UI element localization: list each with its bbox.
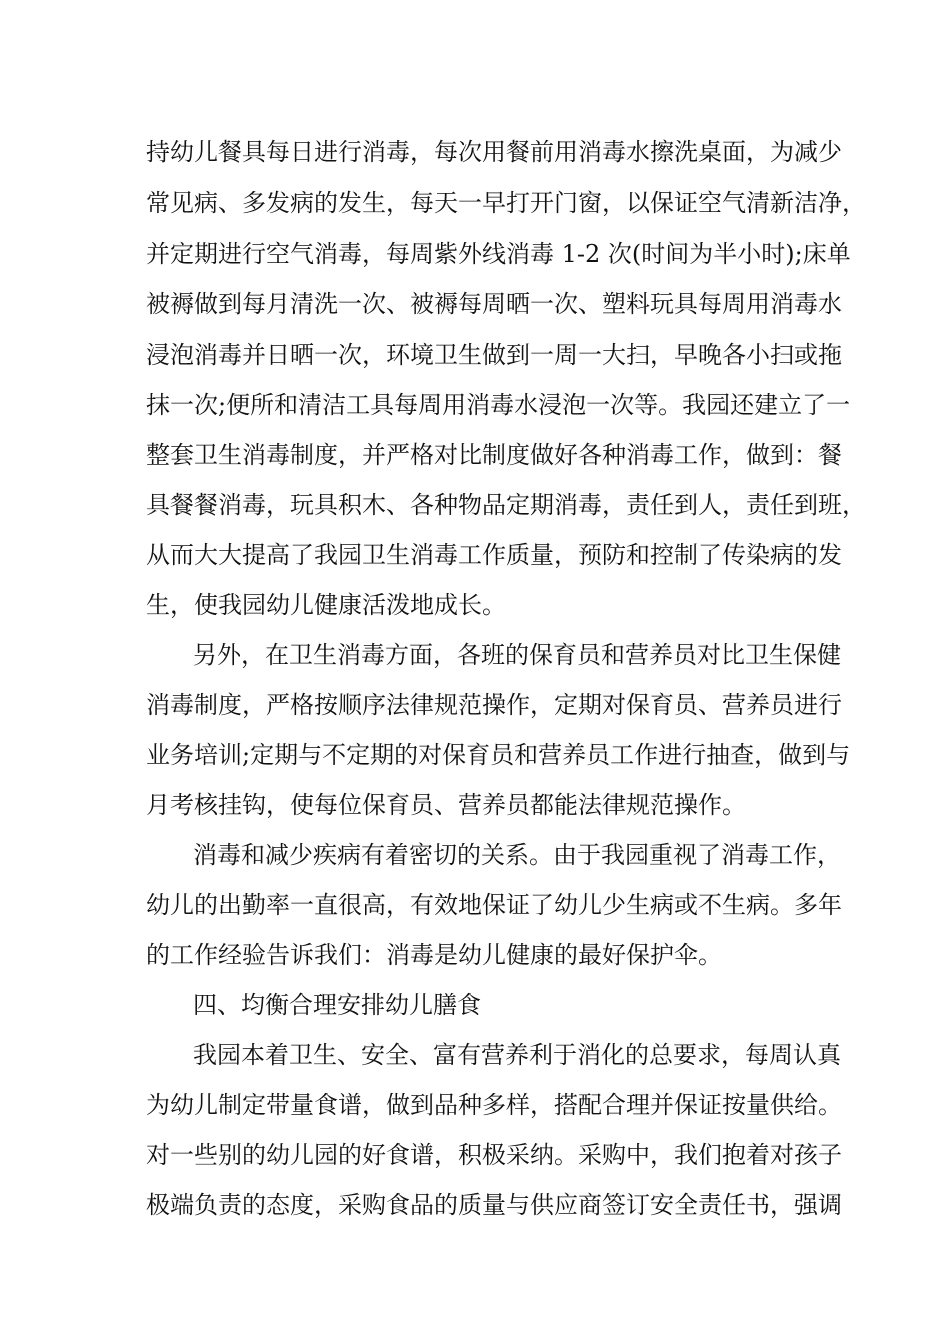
line-text: 浸泡消毒并日晒一次，环境卫生做到一周一大扫，早晚各小扫或拖 bbox=[146, 341, 842, 369]
line-text: 从而大大提高了我园卫生消毒工作质量，预防和控制了传染病的发 bbox=[146, 541, 842, 569]
text-line bbox=[0, 780, 950, 830]
line-text: 常见病、多发病的发生，每天一早打开门窗，以保证空气清新洁净， bbox=[146, 189, 866, 217]
line-text: 具餐餐消毒，玩具积木、各种物品定期消毒，责任到人，责任到班， bbox=[146, 491, 866, 519]
text-line bbox=[0, 880, 950, 930]
line-text: 幼儿的出勤率一直很高，有效地保证了幼儿少生病或不生病。多年 bbox=[146, 891, 842, 919]
line-text: 并定期进行空气消毒，每周紫外线消毒 1-2 次(时间为半小时);床单 bbox=[146, 240, 851, 268]
text-line bbox=[0, 530, 950, 580]
line-text: 的工作经验告诉我们：消毒是幼儿健康的最好保护伞。 bbox=[146, 941, 722, 969]
line-text: 持幼儿餐具每日进行消毒，每次用餐前用消毒水擦洗桌面，为减少 bbox=[146, 138, 842, 166]
text-line bbox=[0, 580, 950, 630]
line-text: 对一些别的幼儿园的好食谱，积极采纳。采购中，我们抱着对孩子 bbox=[146, 1141, 842, 1169]
text-line bbox=[0, 178, 950, 228]
text-line bbox=[0, 330, 950, 380]
text-line bbox=[0, 430, 950, 480]
text-line bbox=[0, 830, 950, 880]
text-line bbox=[0, 1080, 950, 1130]
text-line bbox=[0, 127, 950, 177]
text-line bbox=[0, 1180, 950, 1230]
line-text: 整套卫生消毒制度，并严格对比制度做好各种消毒工作，做到：餐 bbox=[146, 441, 842, 469]
line-text: 抹一次;便所和清洁工具每周用消毒水浸泡一次等。我园还建立了一 bbox=[146, 391, 851, 419]
line-text: 为幼儿制定带量食谱，做到品种多样，搭配合理并保证按量供给。 bbox=[146, 1091, 842, 1119]
text-line bbox=[0, 380, 950, 430]
text-line bbox=[0, 730, 950, 780]
line-text: 消毒制度，严格按顺序法律规范操作，定期对保育员、营养员进行 bbox=[146, 691, 842, 719]
text-line bbox=[0, 229, 950, 279]
text-line bbox=[0, 930, 950, 980]
text-line bbox=[0, 1030, 950, 1080]
line-text: 生，使我园幼儿健康活泼地成长。 bbox=[146, 591, 506, 619]
line-text: 极端负责的态度，采购食品的质量与供应商签订安全责任书，强调 bbox=[146, 1191, 842, 1219]
line-text: 业务培训;定期与不定期的对保育员和营养员工作进行抽查，做到与 bbox=[146, 741, 851, 769]
line-text: 消毒和减少疾病有着密切的关系。由于我园重视了消毒工作， bbox=[193, 841, 841, 869]
line-text: 我园本着卫生、安全、富有营养利于消化的总要求，每周认真 bbox=[193, 1041, 841, 1069]
text-line bbox=[0, 480, 950, 530]
text-line bbox=[0, 630, 950, 680]
line-text: 另外，在卫生消毒方面，各班的保育员和营养员对比卫生保健 bbox=[193, 641, 841, 669]
line-text: 月考核挂钩，使每位保育员、营养员都能法律规范操作。 bbox=[146, 791, 746, 819]
text-line bbox=[0, 680, 950, 730]
text-line bbox=[0, 980, 950, 1030]
text-line bbox=[0, 279, 950, 329]
line-text: 被褥做到每月清洗一次、被褥每周晒一次、塑料玩具每周用消毒水 bbox=[146, 290, 842, 318]
section-heading: 四、均衡合理安排幼儿膳食 bbox=[193, 991, 481, 1019]
text-line bbox=[0, 1130, 950, 1180]
